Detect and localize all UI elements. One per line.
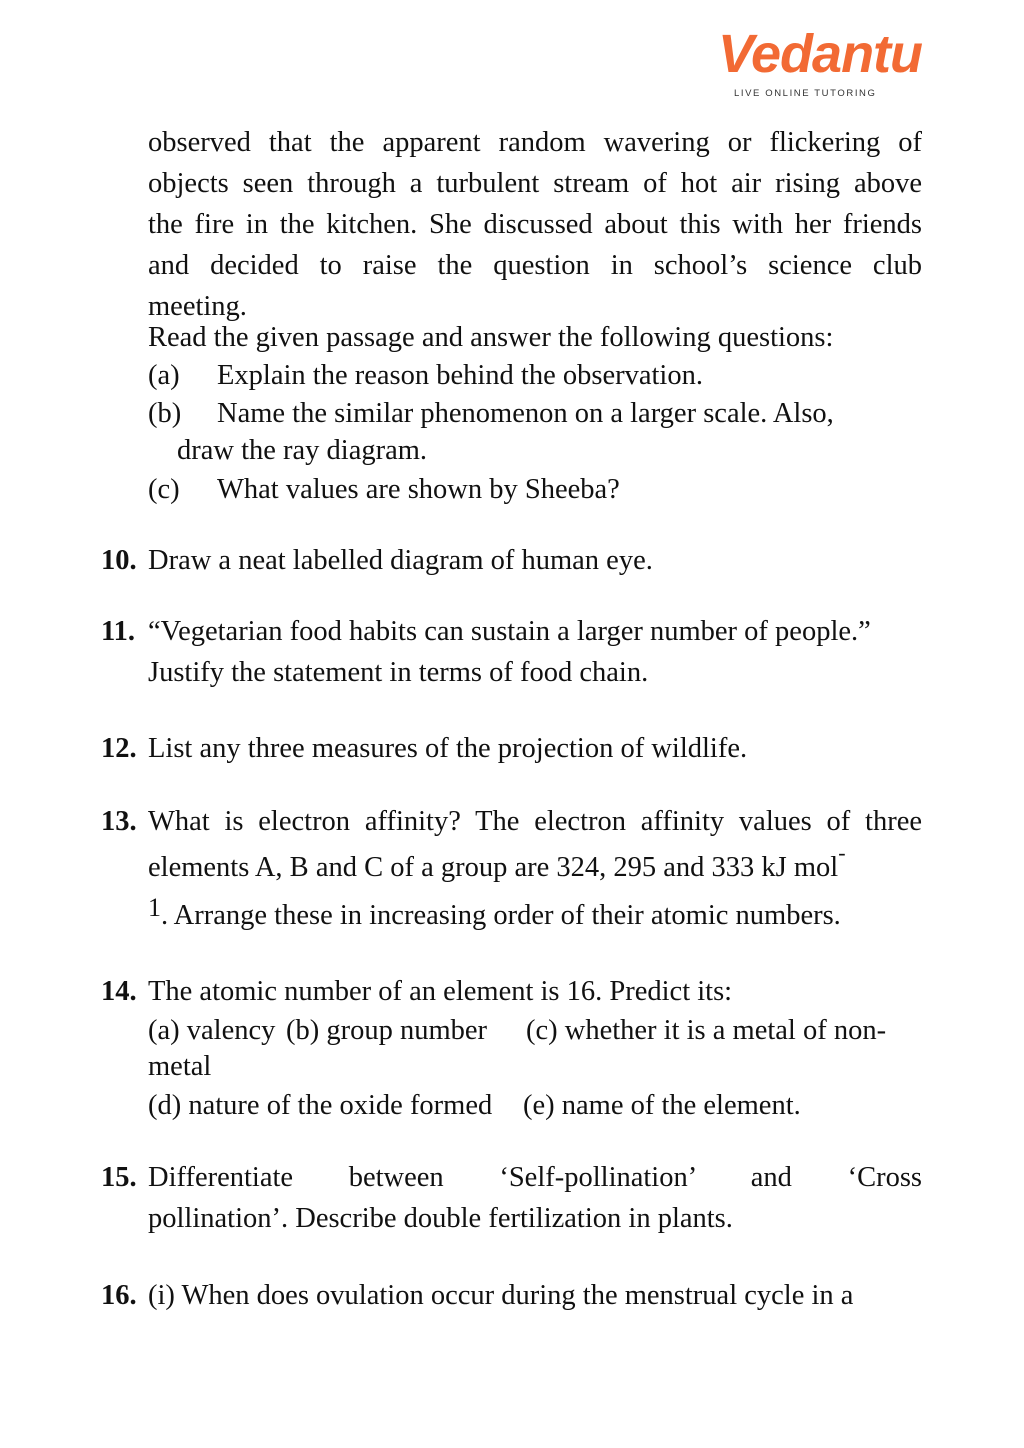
question-number: 11.	[101, 616, 136, 647]
passage-line-5: meeting.	[148, 291, 247, 322]
passage-line-2: objects seen through a turbulent stream of hot air rising above	[148, 168, 922, 199]
question-text-line-3-main: . Arrange these in increasing order of their atomic numbers.	[161, 900, 841, 931]
question-text-line-3: metal	[148, 1051, 212, 1082]
question-text-line-2	[148, 840, 846, 886]
question-text: List any three measures of the projection of wildlife.	[148, 733, 748, 764]
question-number: 15.	[101, 1162, 137, 1193]
question-text-option-a: (a) valency	[148, 1015, 276, 1046]
question-number: 12.	[101, 733, 137, 764]
question-text-line-2: pollination’. Describe double fertilization in plants.	[148, 1203, 733, 1234]
question-number: 13.	[101, 806, 137, 837]
passage-line-3: the fire in the kitchen. She discussed about this with her friends	[148, 209, 922, 240]
logo-tagline: LIVE ONLINE TUTORING	[734, 88, 877, 99]
sub-question-b-text: Name the similar phenomenon on a larger scale. Also,	[217, 398, 834, 429]
question-text-line-2: Justify the statement in terms of food chain.	[148, 657, 649, 688]
passage-instruction: Read the given passage and answer the following questions:	[148, 322, 834, 353]
logo-wordmark: Vedantu	[718, 24, 923, 84]
sub-question-a-text: Explain the reason behind the observation.	[217, 360, 703, 391]
question-text-line-3	[148, 893, 841, 933]
question-text-option-e: (e) name of the element.	[523, 1090, 801, 1121]
sub-question-c-label: (c)	[148, 474, 180, 505]
question-text-line-1: “Vegetarian food habits can sustain a larger number of people.”	[148, 616, 871, 647]
passage-line-1: observed that the apparent random wavering or flickering of	[148, 127, 922, 158]
sub-question-b-label: (b)	[148, 398, 182, 429]
superscript-one: 1	[148, 893, 161, 922]
sub-question-b-continuation: draw the ray diagram.	[177, 435, 428, 466]
question-text-option-d: (d) nature of the oxide formed	[148, 1090, 493, 1121]
question-text-line-1: (i) When does ovulation occur during the menstrual cycle in a	[148, 1280, 854, 1311]
sub-question-c-text: What values are shown by Sheeba?	[217, 474, 620, 505]
question-number: 10.	[101, 545, 137, 576]
vedantu-logo	[718, 24, 923, 104]
question-text-line-1: What is electron affinity? The electron affinity values of three	[148, 806, 922, 837]
superscript-minus: -	[838, 840, 846, 865]
question-text-line-2-main: elements A, B and C of a group are 324, 295 and 333 kJ mol	[148, 852, 839, 883]
question-text-option-c: (c) whether it is a metal of non-	[526, 1015, 887, 1046]
question-number: 16.	[101, 1280, 137, 1311]
question-text-option-b: (b) group number	[286, 1015, 488, 1046]
question-text: Draw a neat labelled diagram of human eye.	[148, 545, 653, 576]
sub-question-a-label: (a)	[148, 360, 180, 391]
question-text-line-1: Differentiate between ‘Self-pollination’ and ‘Cross	[148, 1162, 922, 1193]
question-text-line-1: The atomic number of an element is 16. Predict its:	[148, 976, 733, 1007]
question-number: 14.	[101, 976, 137, 1007]
passage-line-4: and decided to raise the question in school’s science club	[148, 250, 922, 281]
